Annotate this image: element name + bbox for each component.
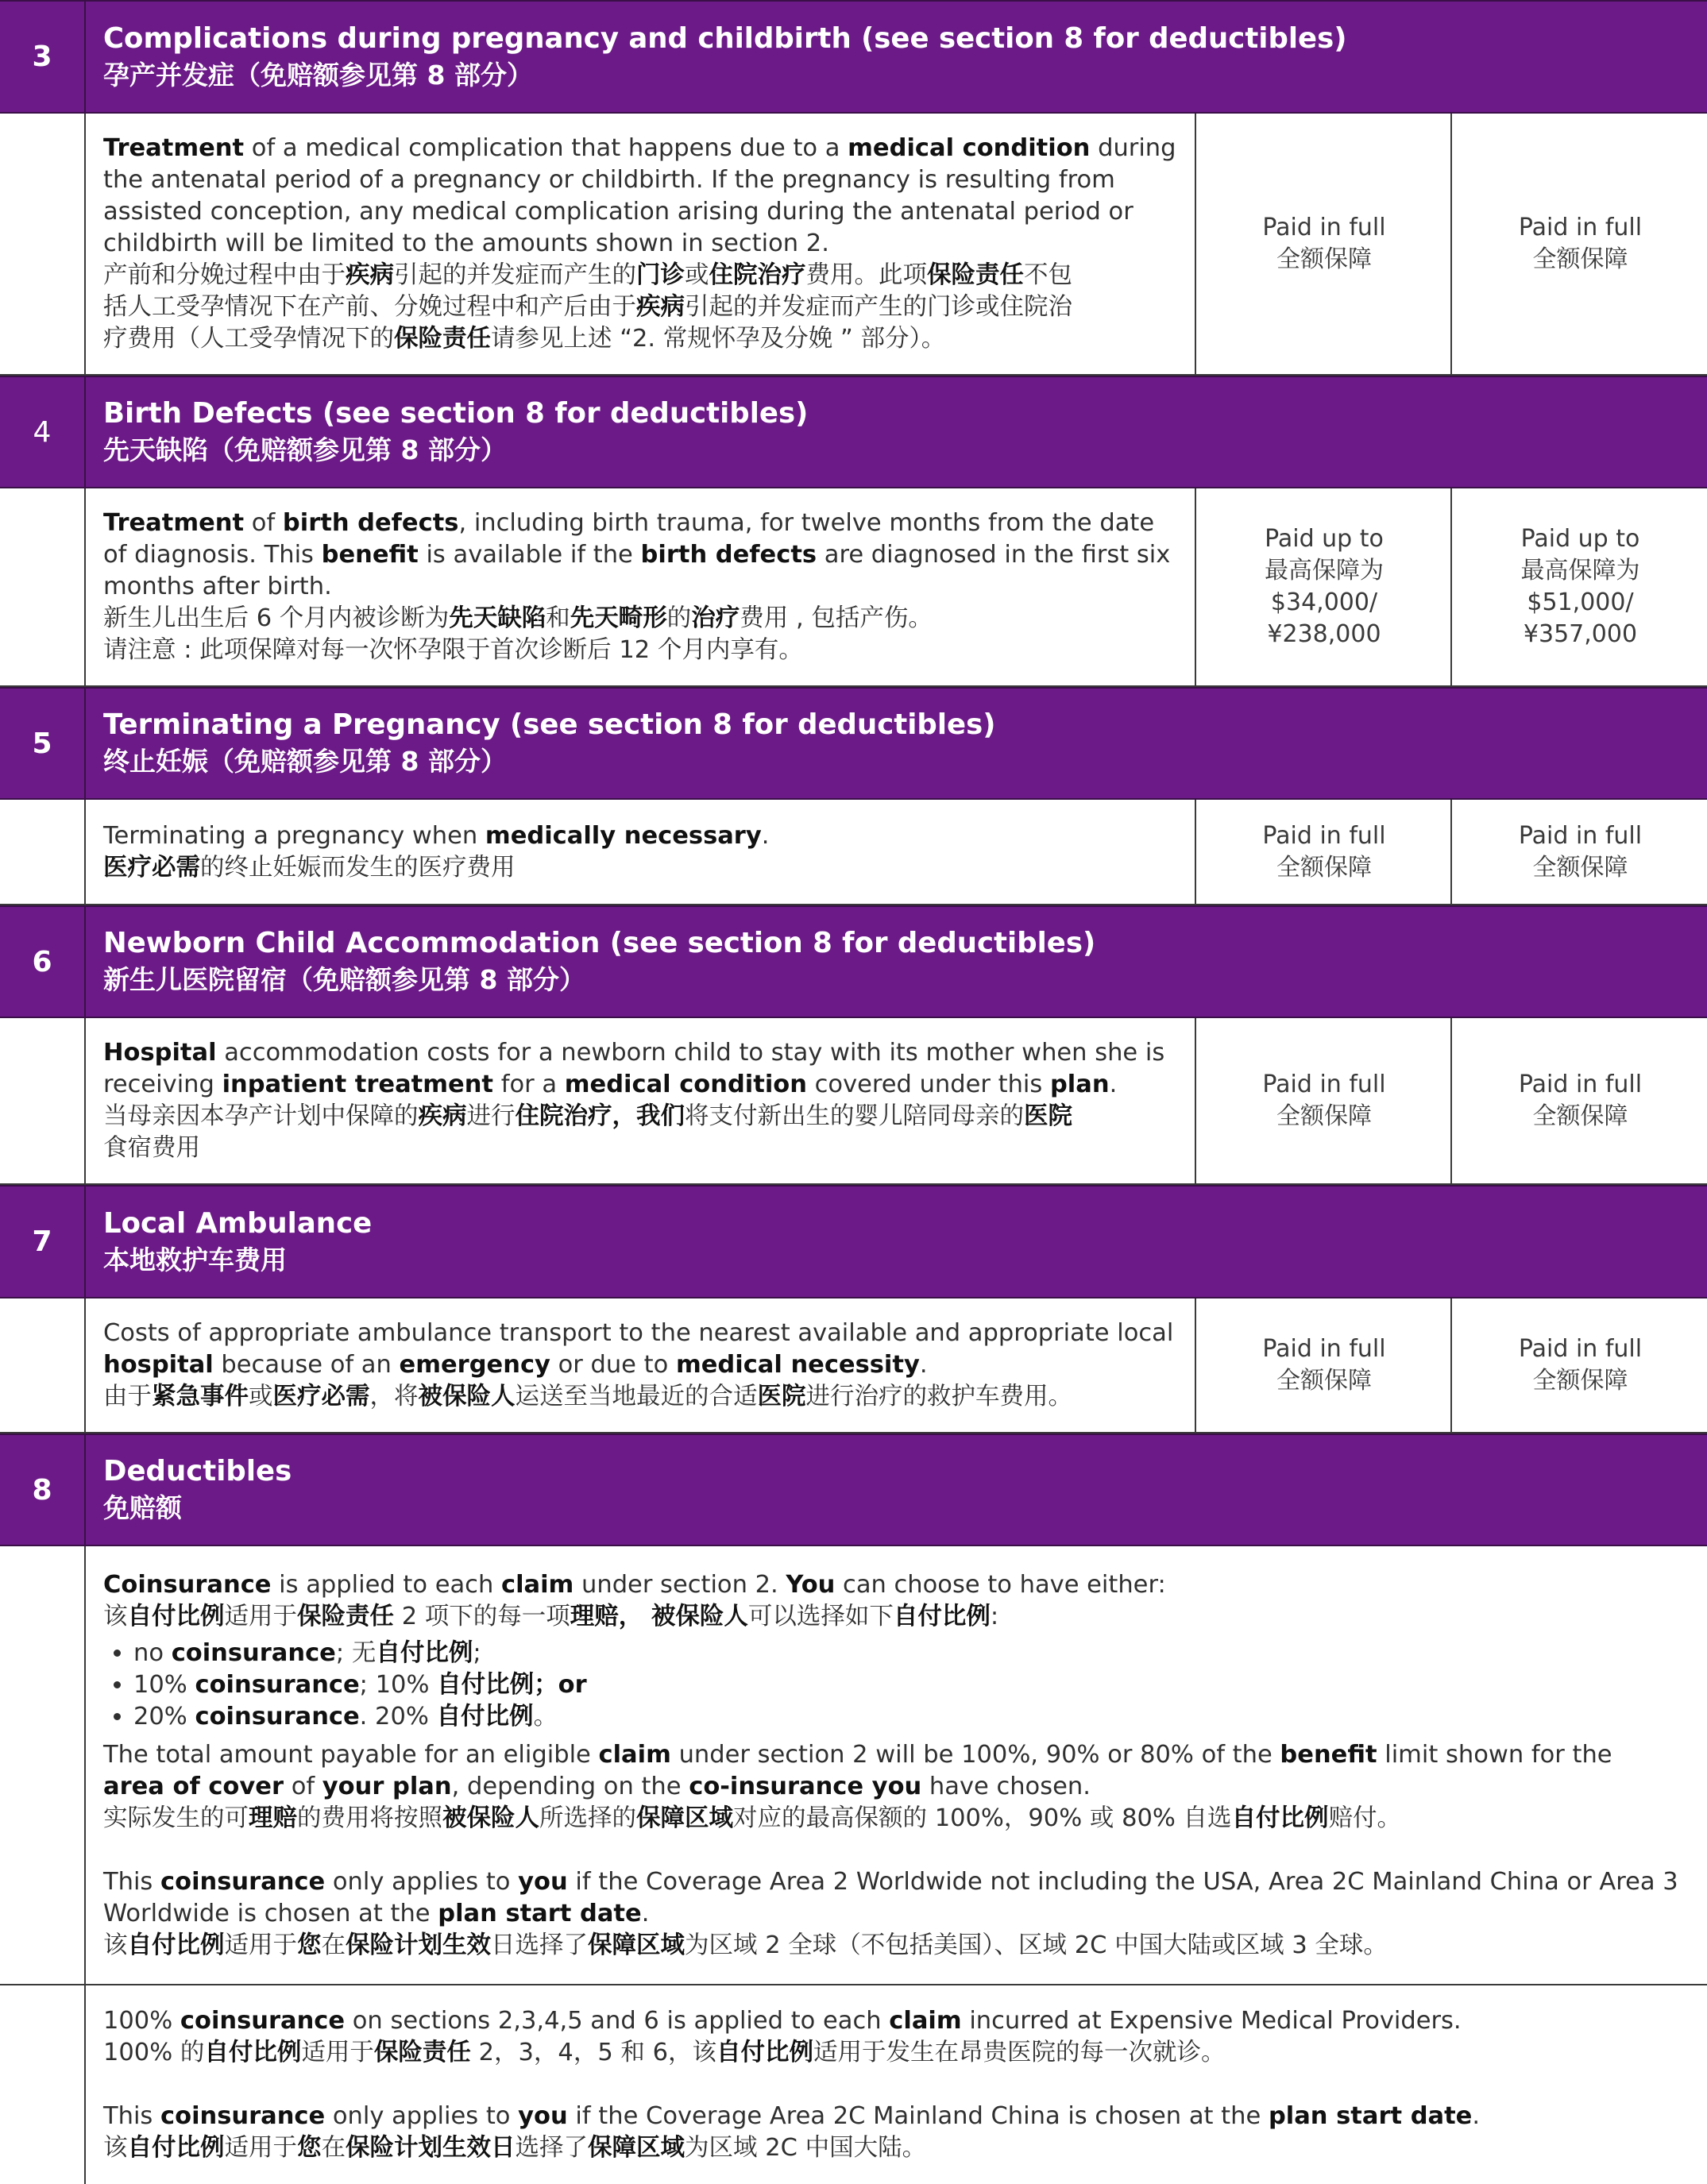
section-number: 5 — [0, 689, 86, 798]
number-column-cell — [0, 1985, 86, 2184]
number-column-cell — [0, 800, 86, 904]
coinsurance-options-list — [103, 1638, 1683, 1733]
benefit-limit-plan-2: Paid up to 最高保障为 $51,000/ ¥357,000 — [1450, 488, 1707, 685]
section-7-header — [0, 1185, 1707, 1298]
section-3-header — [0, 0, 1707, 114]
section-title-cn: 终止妊娠（免赔额参见第 8 部分） — [103, 746, 507, 777]
list-item: • no coinsurance; 无自付比例; — [133, 1638, 1683, 1669]
benefit-limit-plan-1: Paid in full 全额保障 — [1195, 1298, 1452, 1432]
benefit-limit-plan-2: Paid in full 全额保障 — [1450, 114, 1707, 374]
section-number: 6 — [0, 907, 86, 1017]
number-column-cell — [0, 1018, 86, 1183]
section-8-body-expensive-providers — [0, 1985, 1707, 2184]
benefit-limit-plan-2: Paid in full 全额保障 — [1450, 800, 1707, 904]
section-8-header — [0, 1433, 1707, 1546]
section-title-cn: 免赔额 — [103, 1492, 182, 1523]
number-column-cell — [0, 1298, 86, 1432]
section-4-body — [0, 488, 1707, 687]
benefit-description: Treatment of birth defects, including birth trauma, for twelve months from the date of diagnosis. This benefit is available if the birth defects are diagnosed in the first six months after birth. 新生儿出生后 6 个月内被诊断为先天缺陷和先天畸形的治疗费用 , 包括产伤。 请注意 : 此项保障对每一次怀孕限于首次诊断后 12 个月内享有。 — [103, 509, 1171, 664]
section-number: 7 — [0, 1187, 86, 1297]
benefit-limit-plan-1: Paid in full 全额保障 — [1195, 1018, 1452, 1183]
list-item: • 10% coinsurance; 10% 自付比例；or — [133, 1669, 1683, 1701]
section-4-header — [0, 376, 1707, 488]
section-title-en: Birth Defects (see section 8 for deductibles) — [103, 397, 809, 430]
section-title — [103, 907, 1691, 1017]
section-5-body — [0, 800, 1707, 905]
section-6-header — [0, 905, 1707, 1018]
deductible-description: Coinsurance is applied to each claim under section 2. You can choose to have either: 该自付比例适用于保险责任 2 项下的每一项理赔， 被保险人可以选择如下自付比例: • no coinsurance; 无自付比例; • 10% coinsurance; 10% 自付比例；or • 20% coinsurance. 20% 自付比例。 The total amount payable for an eligible claim under section 2 will be 100%, 90% or 80% of the benefit limit shown for the area of cover of your plan, depending on the co-insurance you have chosen. 实际发生的可理赔的费用将按照被保险人所选择的保障区域对应的最高保额的 100%，90% 或 80% 自选自付比例赔付。 This coinsurance only applies to you if the Coverage Area 2 Worldwide not including the USA, Area 2C Mainland China or Area 3 Worldwide is chosen at the plan start date. 该自付比例适用于您在保险计划生效日选择了保障区域为区域 2 全球（不包括美国）、区域 2C 中国大陆或区域 3 全球。 — [103, 1546, 1683, 1984]
section-title-cn: 新生儿医院留宿（免赔额参见第 8 部分） — [103, 964, 585, 995]
section-title-en: Local Ambulance — [103, 1206, 373, 1240]
section-title-en: Deductibles — [103, 1455, 292, 1488]
section-title — [103, 1435, 1691, 1545]
section-title-cn: 孕产并发症（免赔额参见第 8 部分） — [103, 59, 533, 91]
list-item: • 20% coinsurance. 20% 自付比例。 — [133, 1701, 1683, 1733]
number-column-cell — [0, 1546, 86, 1984]
benefit-limit-plan-1: Paid in full 全额保障 — [1195, 800, 1452, 904]
section-title — [103, 689, 1691, 798]
section-3-body — [0, 114, 1707, 376]
benefit-description: Treatment of a medical complication that happens due to a medical condition during the antenatal period of a pregnancy or childbirth. If the pregnancy is resulting from assisted conception, any medical complication arising during the antenatal period or childbirth will be limited to the amounts shown in section 2. 产前和分娩过程中由于疾病引起的并发症而产生的门诊或住院治疗费用。此项保险责任不包 括人工受孕情况下在产前、分娩过程中和产后由于疾病引起的并发症而产生的门诊或住院治 疗费用（人工受孕情况下的保险责任请参见上述 “2. 常规怀孕及分娩 ” 部分）。 — [103, 134, 1176, 353]
section-number: 8 — [0, 1435, 86, 1545]
benefit-description: Hospital accommodation costs for a newborn child to stay with its mother when she is receiving inpatient treatment for a medical condition covered under this plan. 当母亲因本孕产计划中保障的疾病进行住院治疗，我们将支付新出生的婴儿陪同母亲的医院 食宿费用 — [103, 1039, 1165, 1162]
section-title-cn: 本地救护车费用 — [103, 1244, 287, 1275]
section-5-header — [0, 687, 1707, 800]
benefit-description: Terminating a pregnancy when medically necessary. 医疗必需的终止妊娠而发生的医疗费用 — [103, 821, 770, 882]
benefit-limit-plan-2: Paid in full 全额保障 — [1450, 1298, 1707, 1432]
section-title — [103, 2, 1691, 112]
section-8-body-coinsurance-options — [0, 1546, 1707, 1985]
benefit-limit-plan-1: Paid up to 最高保障为 $34,000/ ¥238,000 — [1195, 488, 1452, 685]
section-title — [103, 1187, 1691, 1297]
section-title — [103, 377, 1691, 487]
section-number: 3 — [0, 2, 86, 112]
section-number: 4 — [0, 377, 86, 487]
deductible-description: 100% coinsurance on sections 2,3,4,5 and 6 is applied to each claim incurred at Expensive Medical Providers. 100% 的自付比例适用于保险责任 2，3，4，5 和 6，该自付比例适用于发生在昂贵医院的每一次就诊。 This coinsurance only applies to you if the Coverage Area 2C Mainland China is chosen at the plan start date. 该自付比例适用于您在保险计划生效日选择了保障区域为区域 2C 中国大陆。 — [103, 2007, 1481, 2162]
section-title-cn: 先天缺陷（免赔额参见第 8 部分） — [103, 434, 507, 465]
section-6-body — [0, 1018, 1707, 1185]
number-column-cell — [0, 488, 86, 685]
benefit-limit-plan-2: Paid in full 全额保障 — [1450, 1018, 1707, 1183]
section-title-en: Complications during pregnancy and childbirth (see section 8 for deductibles) — [103, 21, 1347, 55]
section-7-body — [0, 1298, 1707, 1433]
benefit-description: Costs of appropriate ambulance transport to the nearest available and appropriate local hospital because of an emergency or due to medical necessity. 由于紧急事件或医疗必需，将被保险人运送至当地最近的合适医院进行治疗的救护车费用。 — [103, 1319, 1174, 1410]
section-title-en: Newborn Child Accommodation (see section 8 for deductibles) — [103, 927, 1096, 959]
benefit-limit-plan-1: Paid in full 全额保障 — [1195, 114, 1452, 374]
number-column-cell — [0, 114, 86, 374]
section-title-en: Terminating a Pregnancy (see section 8 for deductibles) — [103, 708, 996, 741]
